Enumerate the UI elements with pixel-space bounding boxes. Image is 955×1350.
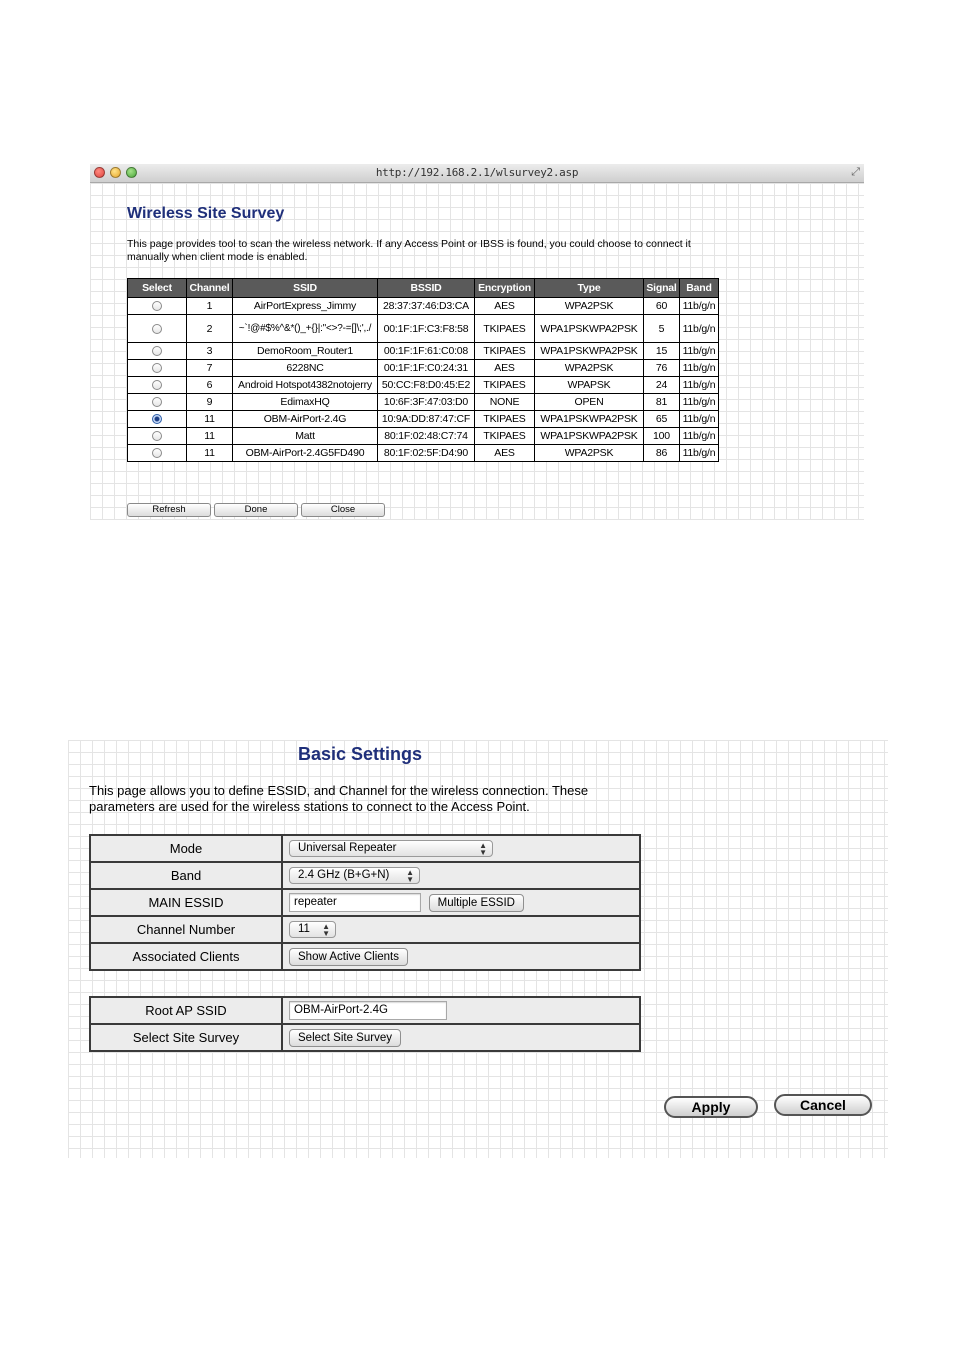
cell-channel: 9: [187, 394, 233, 411]
cell-band: 11b/g/n: [680, 377, 719, 394]
cell-ssid: Matt: [233, 428, 378, 445]
cell-channel: 1: [187, 298, 233, 315]
cell-band: 11b/g/n: [680, 394, 719, 411]
cell-encryption: TKIPAES: [475, 428, 535, 445]
band-select[interactable]: [289, 867, 420, 884]
root-ap-ssid-input[interactable]: OBM-AirPort-2.4G: [289, 1001, 447, 1020]
select-site-survey-button[interactable]: Select Site Survey: [289, 1029, 401, 1047]
select-radio[interactable]: [152, 301, 162, 311]
select-radio[interactable]: [152, 448, 162, 458]
root-ap-ssid-label: Root AP SSID: [90, 997, 282, 1024]
cell-channel: 6: [187, 377, 233, 394]
table-row: [128, 394, 719, 411]
cell-signal: 81: [644, 394, 680, 411]
band-value: 2.4 GHz (B+G+N): [298, 869, 390, 882]
cell-channel: 11: [187, 428, 233, 445]
table-row: [128, 428, 719, 445]
cell-band: 11b/g/n: [680, 315, 719, 343]
done-button[interactable]: Done: [214, 503, 298, 517]
table-body: [128, 298, 719, 462]
cell-select: [128, 428, 187, 445]
column-header-select: Select: [128, 279, 187, 298]
cell-type: WPA1PSKWPA2PSK: [535, 315, 644, 343]
associated-clients-row: [90, 943, 640, 970]
cell-ssid: EdimaxHQ: [233, 394, 378, 411]
mode-label: Mode: [90, 835, 282, 862]
table-row: [128, 411, 719, 428]
column-header-encryption: Encryption: [475, 279, 535, 298]
cell-signal: 76: [644, 360, 680, 377]
select-radio[interactable]: [152, 380, 162, 390]
column-header-ssid: SSID: [233, 279, 378, 298]
show-active-clients-button[interactable]: Show Active Clients: [289, 948, 408, 966]
cell-signal: 24: [644, 377, 680, 394]
cell-ssid: ~`!@#$%^&*()_+{}|:"<>?-=[]\;',./: [233, 315, 378, 343]
cell-channel: 11: [187, 445, 233, 462]
select-radio[interactable]: [152, 414, 162, 424]
cell-type: OPEN: [535, 394, 644, 411]
table-row: [128, 343, 719, 360]
table-row: [128, 315, 719, 343]
cell-encryption: AES: [475, 298, 535, 315]
table-row: [128, 298, 719, 315]
column-header-bssid: BSSID: [378, 279, 475, 298]
cell-encryption: TKIPAES: [475, 377, 535, 394]
channel-number-label: Channel Number: [90, 916, 282, 943]
refresh-button[interactable]: Refresh: [127, 503, 211, 517]
repeater-settings-table: [89, 996, 641, 1052]
band-label: Band: [90, 862, 282, 889]
cell-encryption: TKIPAES: [475, 411, 535, 428]
mode-select[interactable]: [289, 840, 493, 857]
cell-ssid: DemoRoom_Router1: [233, 343, 378, 360]
cell-select: [128, 377, 187, 394]
select-arrows-icon: ▲ ▼: [479, 841, 487, 858]
cell-type: WPA2PSK: [535, 298, 644, 315]
cell-bssid: 80:1F:02:48:C7:74: [378, 428, 475, 445]
cell-channel: 11: [187, 411, 233, 428]
associated-clients-label: Associated Clients: [90, 943, 282, 970]
select-radio[interactable]: [152, 363, 162, 373]
cell-select: [128, 394, 187, 411]
select-arrows-icon: ▲ ▼: [322, 922, 330, 939]
column-header-type: Type: [535, 279, 644, 298]
select-site-survey-label: Select Site Survey: [90, 1024, 282, 1051]
cell-select: [128, 298, 187, 315]
table-row: [128, 360, 719, 377]
cell-encryption: TKIPAES: [475, 315, 535, 343]
cell-bssid: 00:1F:1F:61:C0:08: [378, 343, 475, 360]
channel-value: 11: [298, 923, 310, 936]
cell-select: [128, 411, 187, 428]
cell-bssid: 10:9A:DD:87:47:CF: [378, 411, 475, 428]
cell-type: WPA1PSKWPA2PSK: [535, 428, 644, 445]
cell-channel: 2: [187, 315, 233, 343]
cell-bssid: 10:6F:3F:47:03:D0: [378, 394, 475, 411]
cell-encryption: AES: [475, 445, 535, 462]
site-survey-row: [90, 1024, 640, 1051]
table-row: [128, 445, 719, 462]
cell-channel: 7: [187, 360, 233, 377]
page-description: This page provides tool to scan the wireless network. If any Access Point or IBSS is found, you could choose to connect it manually when client mode is enabled.: [127, 238, 691, 263]
apply-button[interactable]: Apply: [664, 1096, 758, 1118]
cell-select: [128, 360, 187, 377]
cell-encryption: NONE: [475, 394, 535, 411]
basic-settings-title: Basic Settings: [298, 744, 423, 764]
wireless-settings-table: [89, 834, 641, 971]
cell-band: 11b/g/n: [680, 298, 719, 315]
cell-band: 11b/g/n: [680, 343, 719, 360]
cell-type: WPA1PSKWPA2PSK: [535, 343, 644, 360]
cell-type: WPA2PSK: [535, 445, 644, 462]
multiple-essid-button[interactable]: Multiple ESSID: [429, 894, 524, 912]
cell-band: 11b/g/n: [680, 360, 719, 377]
window-url: http://192.168.2.1/wlsurvey2.asp: [375, 166, 579, 179]
mode-row: [90, 835, 640, 862]
cell-bssid: 28:37:37:46:D3:CA: [378, 298, 475, 315]
cell-encryption: TKIPAES: [475, 343, 535, 360]
cancel-button[interactable]: Cancel: [774, 1094, 872, 1116]
band-row: [90, 862, 640, 889]
cell-channel: 3: [187, 343, 233, 360]
cell-signal: 100: [644, 428, 680, 445]
cell-bssid: 80:1F:02:5F:D4:90: [378, 445, 475, 462]
cell-signal: 15: [644, 343, 680, 360]
mode-value: Universal Repeater: [298, 842, 397, 855]
window-titlebar: [90, 164, 864, 183]
cell-signal: 86: [644, 445, 680, 462]
main-essid-label: MAIN ESSID: [90, 889, 282, 916]
site-survey-table: [127, 278, 719, 462]
cell-type: WPA2PSK: [535, 360, 644, 377]
fullscreen-icon[interactable]: ⤢: [851, 166, 860, 178]
cell-ssid: OBM-AirPort-2.4G5FD490: [233, 445, 378, 462]
select-radio[interactable]: [152, 324, 162, 334]
cell-bssid: 50:CC:F8:D0:45:E2: [378, 377, 475, 394]
cell-select: [128, 445, 187, 462]
column-header-signal: Signal: [644, 279, 680, 298]
cell-band: 11b/g/n: [680, 445, 719, 462]
column-header-channel: Channel: [187, 279, 233, 298]
close-button[interactable]: Close: [301, 503, 385, 517]
cell-type: WPAPSK: [535, 377, 644, 394]
cell-signal: 60: [644, 298, 680, 315]
page-title: Wireless Site Survey: [127, 205, 285, 222]
survey-window: [90, 164, 864, 520]
cell-encryption: AES: [475, 360, 535, 377]
select-arrows-icon: ▲ ▼: [406, 868, 414, 885]
basic-settings-description: This page allows you to define ESSID, and Channel for the wireless connection. These parameters are used for the wireless stations to connect to the Access Point.: [89, 783, 589, 814]
basic-settings-panel: [68, 740, 888, 1158]
channel-row: [90, 916, 640, 943]
cell-select: [128, 315, 187, 343]
select-radio[interactable]: [152, 346, 162, 356]
main-essid-input[interactable]: repeater: [289, 893, 421, 912]
channel-select[interactable]: [289, 921, 336, 938]
cell-ssid: Android Hotspot4382notojerry: [233, 377, 378, 394]
cell-ssid: AirPortExpress_Jimmy: [233, 298, 378, 315]
survey-body: [90, 183, 864, 520]
select-radio[interactable]: [152, 397, 162, 407]
root-ap-row: [90, 997, 640, 1024]
cell-signal: 5: [644, 315, 680, 343]
table-header-row: [128, 279, 719, 298]
cell-ssid: 6228NC: [233, 360, 378, 377]
cell-select: [128, 343, 187, 360]
column-header-band: Band: [680, 279, 719, 298]
cell-ssid: OBM-AirPort-2.4G: [233, 411, 378, 428]
table-row: [128, 377, 719, 394]
cell-bssid: 00:1F:1F:C0:24:31: [378, 360, 475, 377]
main-essid-row: [90, 889, 640, 916]
select-radio[interactable]: [152, 431, 162, 441]
cell-bssid: 00:1F:1F:C3:F8:58: [378, 315, 475, 343]
cell-type: WPA1PSKWPA2PSK: [535, 411, 644, 428]
cell-band: 11b/g/n: [680, 428, 719, 445]
cell-band: 11b/g/n: [680, 411, 719, 428]
cell-signal: 65: [644, 411, 680, 428]
